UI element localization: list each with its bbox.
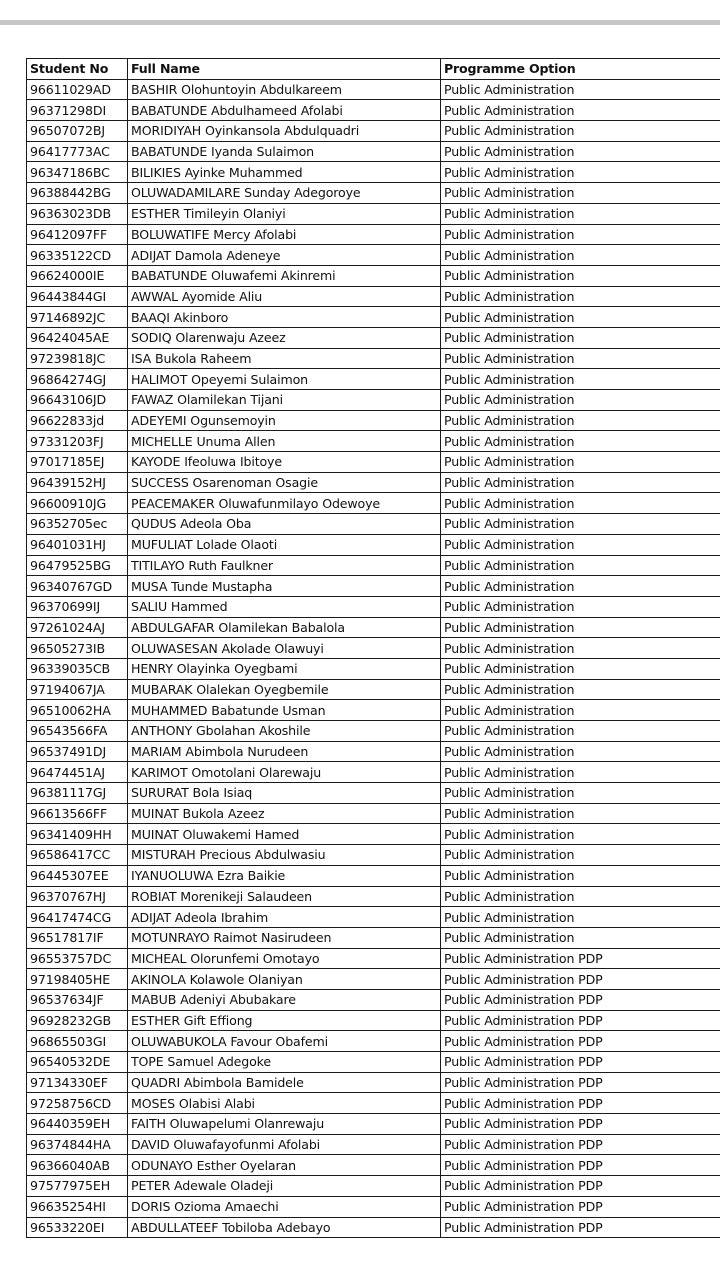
- cell-full-name: BOLUWATIFE Mercy Afolabi: [128, 224, 441, 245]
- cell-programme-option: Public Administration: [441, 721, 720, 742]
- table-wrapper[interactable]: [26, 58, 720, 1238]
- cell-programme-option: Public Administration PDP: [441, 948, 720, 969]
- cell-full-name: DAVID Oluwafayofunmi Afolabi: [128, 1134, 441, 1155]
- cell-student-no: 97331203FJ: [27, 431, 128, 452]
- cell-programme-option: Public Administration: [441, 369, 720, 390]
- cell-full-name: FAWAZ Olamilekan Tijani: [128, 390, 441, 411]
- table-row: [27, 121, 720, 142]
- cell-programme-option: Public Administration PDP: [441, 1093, 720, 1114]
- top-bar: [0, 0, 720, 25]
- cell-programme-option: Public Administration PDP: [441, 1196, 720, 1217]
- cell-programme-option: Public Administration: [441, 845, 720, 866]
- table-row: [27, 162, 720, 183]
- table-row: [27, 638, 720, 659]
- cell-programme-option: Public Administration: [441, 534, 720, 555]
- table-row: [27, 1217, 720, 1238]
- cell-full-name: SALIU Hammed: [128, 596, 441, 617]
- table-row: [27, 327, 720, 348]
- cell-student-no: 96553757DC: [27, 948, 128, 969]
- cell-full-name: MARIAM Abimbola Nurudeen: [128, 741, 441, 762]
- cell-student-no: 96340767GD: [27, 576, 128, 597]
- cell-full-name: SODIQ Olarenwaju Azeez: [128, 327, 441, 348]
- cell-student-no: 96371298DI: [27, 100, 128, 121]
- table-row: [27, 369, 720, 390]
- cell-student-no: 96370699IJ: [27, 596, 128, 617]
- cell-programme-option: Public Administration: [441, 886, 720, 907]
- cell-student-no: 96445307EE: [27, 865, 128, 886]
- table-row: [27, 203, 720, 224]
- cell-full-name: ANTHONY Gbolahan Akoshile: [128, 721, 441, 742]
- cell-student-no: 96537491DJ: [27, 741, 128, 762]
- table-body: [27, 79, 720, 1238]
- table-row: [27, 700, 720, 721]
- cell-student-no: 97146892JC: [27, 307, 128, 328]
- cell-student-no: 96347186BC: [27, 162, 128, 183]
- cell-programme-option: Public Administration PDP: [441, 1031, 720, 1052]
- cell-full-name: BILIKIES Ayinke Muhammed: [128, 162, 441, 183]
- table-row: [27, 762, 720, 783]
- cell-full-name: BABATUNDE Oluwafemi Akinremi: [128, 265, 441, 286]
- cell-programme-option: Public Administration: [441, 162, 720, 183]
- table-row: [27, 390, 720, 411]
- cell-programme-option: Public Administration: [441, 452, 720, 473]
- table-row: [27, 741, 720, 762]
- table-row: [27, 141, 720, 162]
- table-row: [27, 1114, 720, 1135]
- table-row: [27, 534, 720, 555]
- cell-student-no: 96339035CB: [27, 658, 128, 679]
- table-row: [27, 431, 720, 452]
- cell-full-name: QUADRI Abimbola Bamidele: [128, 1072, 441, 1093]
- cell-full-name: DORIS Ozioma Amaechi: [128, 1196, 441, 1217]
- cell-programme-option: Public Administration PDP: [441, 1052, 720, 1073]
- table-row: [27, 721, 720, 742]
- cell-programme-option: Public Administration: [441, 865, 720, 886]
- cell-student-no: 97258756CD: [27, 1093, 128, 1114]
- cell-full-name: MUFULIAT Lolade Olaoti: [128, 534, 441, 555]
- cell-full-name: TITILAYO Ruth Faulkner: [128, 555, 441, 576]
- cell-student-no: 96417773AC: [27, 141, 128, 162]
- cell-student-no: 96586417CC: [27, 845, 128, 866]
- table-row: [27, 224, 720, 245]
- cell-student-no: 96864274GJ: [27, 369, 128, 390]
- cell-full-name: KARIMOT Omotolani Olarewaju: [128, 762, 441, 783]
- cell-full-name: MUHAMMED Babatunde Usman: [128, 700, 441, 721]
- cell-programme-option: Public Administration: [441, 493, 720, 514]
- cell-full-name: BABATUNDE Abdulhameed Afolabi: [128, 100, 441, 121]
- cell-programme-option: Public Administration PDP: [441, 969, 720, 990]
- cell-full-name: MABUB Adeniyi Abubakare: [128, 989, 441, 1010]
- table-row: [27, 265, 720, 286]
- cell-full-name: KAYODE Ifeoluwa Ibitoye: [128, 452, 441, 473]
- cell-programme-option: Public Administration: [441, 348, 720, 369]
- table-row: [27, 79, 720, 100]
- cell-programme-option: Public Administration PDP: [441, 1072, 720, 1093]
- cell-programme-option: Public Administration PDP: [441, 1155, 720, 1176]
- table-row: [27, 410, 720, 431]
- cell-full-name: FAITH Oluwapelumi Olanrewaju: [128, 1114, 441, 1135]
- table-row: [27, 1031, 720, 1052]
- table-row: [27, 1134, 720, 1155]
- cell-student-no: 96600910JG: [27, 493, 128, 514]
- table-row: [27, 555, 720, 576]
- table-row: [27, 245, 720, 266]
- table-row: [27, 617, 720, 638]
- cell-student-no: 96363023DB: [27, 203, 128, 224]
- table-row: [27, 183, 720, 204]
- cell-programme-option: Public Administration: [441, 907, 720, 928]
- table-row: [27, 307, 720, 328]
- cell-programme-option: Public Administration: [441, 100, 720, 121]
- cell-full-name: MUSA Tunde Mustapha: [128, 576, 441, 597]
- cell-programme-option: Public Administration: [441, 410, 720, 431]
- cell-student-no: 97577975EH: [27, 1176, 128, 1197]
- table-header-row: [27, 59, 720, 80]
- cell-programme-option: Public Administration PDP: [441, 1134, 720, 1155]
- cell-programme-option: Public Administration: [441, 203, 720, 224]
- cell-full-name: BAAQI Akinboro: [128, 307, 441, 328]
- cell-programme-option: Public Administration PDP: [441, 1176, 720, 1197]
- table-row: [27, 100, 720, 121]
- cell-student-no: 96439152HJ: [27, 472, 128, 493]
- cell-student-no: 96624000IE: [27, 265, 128, 286]
- cell-full-name: SURURAT Bola Isiaq: [128, 783, 441, 804]
- cell-student-no: 96474451AJ: [27, 762, 128, 783]
- cell-programme-option: Public Administration: [441, 576, 720, 597]
- cell-full-name: MOSES Olabisi Alabi: [128, 1093, 441, 1114]
- cell-student-no: 96510062HA: [27, 700, 128, 721]
- cell-student-no: 97194067JA: [27, 679, 128, 700]
- table-row: [27, 1093, 720, 1114]
- cell-programme-option: Public Administration: [441, 803, 720, 824]
- cell-programme-option: Public Administration: [441, 555, 720, 576]
- cell-programme-option: Public Administration: [441, 79, 720, 100]
- cell-full-name: MUINAT Bukola Azeez: [128, 803, 441, 824]
- cell-programme-option: Public Administration: [441, 183, 720, 204]
- table-row: [27, 1072, 720, 1093]
- table-row: [27, 907, 720, 928]
- cell-full-name: AWWAL Ayomide Aliu: [128, 286, 441, 307]
- header-full-name: Full Name: [128, 59, 441, 80]
- cell-student-no: 97261024AJ: [27, 617, 128, 638]
- cell-student-no: 96370767HJ: [27, 886, 128, 907]
- table-row: [27, 493, 720, 514]
- cell-full-name: ADIJAT Adeola Ibrahim: [128, 907, 441, 928]
- table-row: [27, 783, 720, 804]
- cell-programme-option: Public Administration: [441, 327, 720, 348]
- table-row: [27, 286, 720, 307]
- table-row: [27, 576, 720, 597]
- cell-student-no: 96335122CD: [27, 245, 128, 266]
- cell-programme-option: Public Administration: [441, 617, 720, 638]
- cell-full-name: SUCCESS Osarenoman Osagie: [128, 472, 441, 493]
- cell-student-no: 96622833jd: [27, 410, 128, 431]
- cell-full-name: MICHELLE Unuma Allen: [128, 431, 441, 452]
- cell-full-name: ROBIAT Morenikeji Salaudeen: [128, 886, 441, 907]
- cell-full-name: ADIJAT Damola Adeneye: [128, 245, 441, 266]
- cell-programme-option: Public Administration: [441, 741, 720, 762]
- cell-student-no: 96417474CG: [27, 907, 128, 928]
- cell-student-no: 96388442BG: [27, 183, 128, 204]
- cell-full-name: QUDUS Adeola Oba: [128, 514, 441, 535]
- table-row: [27, 452, 720, 473]
- cell-full-name: MISTURAH Precious Abdulwasiu: [128, 845, 441, 866]
- cell-student-no: 96505273IB: [27, 638, 128, 659]
- cell-student-no: 96643106JD: [27, 390, 128, 411]
- student-list-sheet: [26, 58, 720, 1238]
- cell-programme-option: Public Administration: [441, 762, 720, 783]
- cell-programme-option: Public Administration: [441, 265, 720, 286]
- cell-student-no: 96352705ec: [27, 514, 128, 535]
- student-table: [26, 58, 720, 1238]
- cell-student-no: 96381117GJ: [27, 783, 128, 804]
- cell-programme-option: Public Administration: [441, 700, 720, 721]
- cell-full-name: HENRY Olayinka Oyegbami: [128, 658, 441, 679]
- cell-student-no: 96613566FF: [27, 803, 128, 824]
- table-row: [27, 824, 720, 845]
- cell-full-name: MORIDIYAH Oyinkansola Abdulquadri: [128, 121, 441, 142]
- cell-programme-option: Public Administration: [441, 514, 720, 535]
- cell-full-name: PEACEMAKER Oluwafunmilayo Odewoye: [128, 493, 441, 514]
- cell-full-name: ODUNAYO Esther Oyelaran: [128, 1155, 441, 1176]
- cell-full-name: OLUWASESAN Akolade Olawuyi: [128, 638, 441, 659]
- cell-student-no: 97017185EJ: [27, 452, 128, 473]
- cell-student-no: 96537634JF: [27, 989, 128, 1010]
- cell-full-name: MOTUNRAYO Raimot Nasirudeen: [128, 927, 441, 948]
- table-row: [27, 1176, 720, 1197]
- cell-student-no: 96865503GI: [27, 1031, 128, 1052]
- table-row: [27, 927, 720, 948]
- table-row: [27, 865, 720, 886]
- cell-full-name: ESTHER Gift Effiong: [128, 1010, 441, 1031]
- table-row: [27, 1155, 720, 1176]
- cell-full-name: OLUWADAMILARE Sunday Adegoroye: [128, 183, 441, 204]
- cell-student-no: 96424045AE: [27, 327, 128, 348]
- cell-student-no: 96341409HH: [27, 824, 128, 845]
- cell-full-name: MUINAT Oluwakemi Hamed: [128, 824, 441, 845]
- cell-programme-option: Public Administration PDP: [441, 989, 720, 1010]
- cell-full-name: BASHIR Olohuntoyin Abdulkareem: [128, 79, 441, 100]
- cell-student-no: 96507072BJ: [27, 121, 128, 142]
- table-row: [27, 596, 720, 617]
- cell-student-no: 96366040AB: [27, 1155, 128, 1176]
- cell-full-name: ABDULLATEEF Tobiloba Adebayo: [128, 1217, 441, 1238]
- cell-student-no: 96533220EI: [27, 1217, 128, 1238]
- table-row: [27, 1052, 720, 1073]
- table-row: [27, 1010, 720, 1031]
- cell-programme-option: Public Administration: [441, 121, 720, 142]
- cell-full-name: PETER Adewale Oladeji: [128, 1176, 441, 1197]
- table-row: [27, 969, 720, 990]
- cell-full-name: BABATUNDE Iyanda Sulaimon: [128, 141, 441, 162]
- cell-full-name: AKINOLA Kolawole Olaniyan: [128, 969, 441, 990]
- cell-programme-option: Public Administration: [441, 224, 720, 245]
- cell-student-no: 97198405HE: [27, 969, 128, 990]
- cell-full-name: TOPE Samuel Adegoke: [128, 1052, 441, 1073]
- cell-student-no: 96443844GI: [27, 286, 128, 307]
- cell-programme-option: Public Administration PDP: [441, 1114, 720, 1135]
- cell-full-name: MICHEAL Olorunfemi Omotayo: [128, 948, 441, 969]
- cell-student-no: 96928232GB: [27, 1010, 128, 1031]
- cell-full-name: IYANUOLUWA Ezra Baikie: [128, 865, 441, 886]
- table-row: [27, 679, 720, 700]
- cell-student-no: 96479525BG: [27, 555, 128, 576]
- cell-programme-option: Public Administration: [441, 596, 720, 617]
- cell-student-no: 96401031HJ: [27, 534, 128, 555]
- cell-full-name: ADEYEMI Ogunsemoyin: [128, 410, 441, 431]
- table-row: [27, 514, 720, 535]
- cell-full-name: HALIMOT Opeyemi Sulaimon: [128, 369, 441, 390]
- cell-student-no: 97239818JC: [27, 348, 128, 369]
- cell-full-name: ABDULGAFAR Olamilekan Babalola: [128, 617, 441, 638]
- table-row: [27, 886, 720, 907]
- cell-programme-option: Public Administration: [441, 658, 720, 679]
- cell-programme-option: Public Administration PDP: [441, 1010, 720, 1031]
- table-row: [27, 989, 720, 1010]
- table-row: [27, 845, 720, 866]
- cell-full-name: ESTHER Timileyin Olaniyi: [128, 203, 441, 224]
- cell-programme-option: Public Administration: [441, 824, 720, 845]
- cell-programme-option: Public Administration: [441, 141, 720, 162]
- table-row: [27, 658, 720, 679]
- cell-programme-option: Public Administration: [441, 307, 720, 328]
- cell-student-no: 96412097FF: [27, 224, 128, 245]
- cell-programme-option: Public Administration: [441, 927, 720, 948]
- header-programme-option: Programme Option: [441, 59, 720, 80]
- cell-programme-option: Public Administration: [441, 431, 720, 452]
- cell-programme-option: Public Administration: [441, 638, 720, 659]
- cell-programme-option: Public Administration PDP: [441, 1217, 720, 1238]
- cell-full-name: MUBARAK Olalekan Oyegbemile: [128, 679, 441, 700]
- table-row: [27, 348, 720, 369]
- table-row: [27, 803, 720, 824]
- cell-full-name: ISA Bukola Raheem: [128, 348, 441, 369]
- header-student-no: Student No: [27, 59, 128, 80]
- cell-student-no: 96611029AD: [27, 79, 128, 100]
- cell-full-name: OLUWABUKOLA Favour Obafemi: [128, 1031, 441, 1052]
- table-row: [27, 948, 720, 969]
- table-row: [27, 472, 720, 493]
- cell-student-no: 96635254HI: [27, 1196, 128, 1217]
- cell-programme-option: Public Administration: [441, 286, 720, 307]
- table-row: [27, 1196, 720, 1217]
- cell-student-no: 96440359EH: [27, 1114, 128, 1135]
- cell-student-no: 96540532DE: [27, 1052, 128, 1073]
- cell-student-no: 96543566FA: [27, 721, 128, 742]
- cell-programme-option: Public Administration: [441, 472, 720, 493]
- cell-student-no: 96374844HA: [27, 1134, 128, 1155]
- cell-student-no: 97134330EF: [27, 1072, 128, 1093]
- cell-programme-option: Public Administration: [441, 783, 720, 804]
- cell-student-no: 96517817IF: [27, 927, 128, 948]
- cell-programme-option: Public Administration: [441, 679, 720, 700]
- cell-programme-option: Public Administration: [441, 245, 720, 266]
- cell-programme-option: Public Administration: [441, 390, 720, 411]
